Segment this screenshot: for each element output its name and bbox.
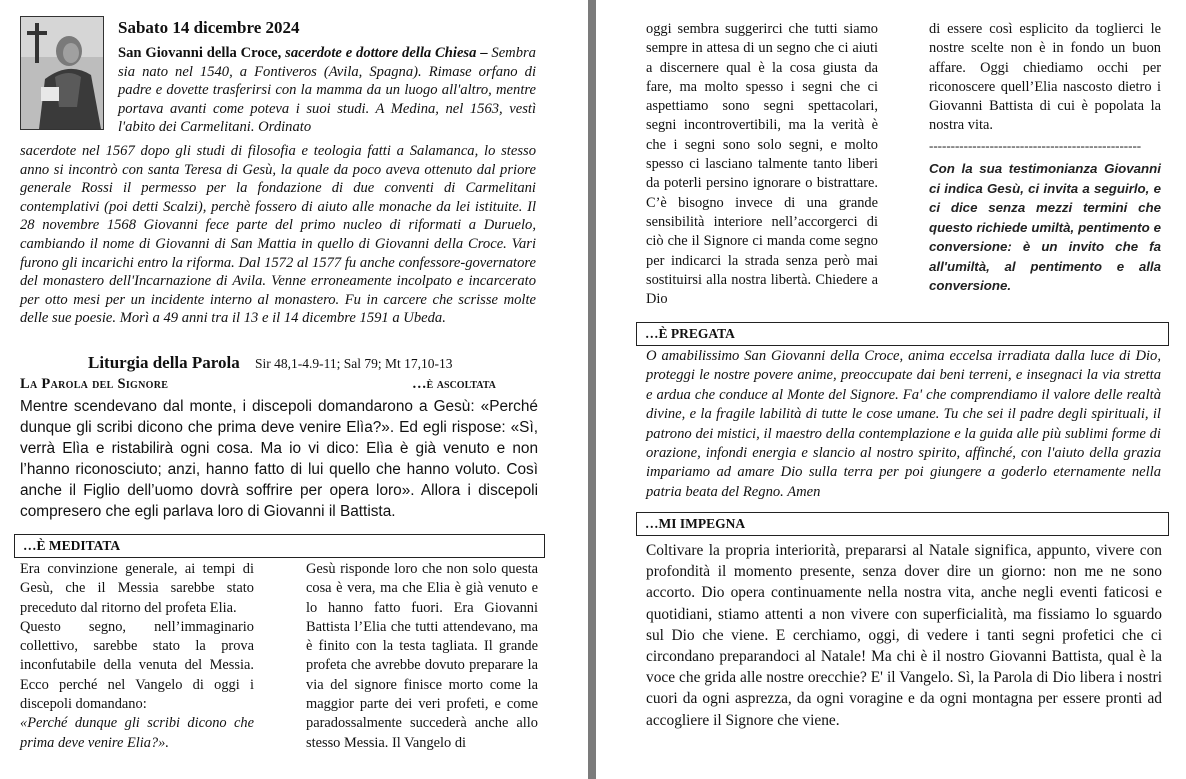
saint-title: sacerdote e dottore della Chiesa [285, 45, 477, 61]
pregata-section-header [636, 322, 1169, 346]
saint-portrait-image [20, 16, 104, 130]
prayer-text: O amabilissimo San Giovanni della Croce, anima eccelsa irradiata dalla luce di Dio, proteggi le nostre povere anime, preoccupate dai beni terreni, e insegnaci la via stretta e ardua che conduce al Monte del Signore. Fa' che comprendiamo il valore delle realtà divine, e la fragile labilità di tutte le cose umane. Tu che sei il padre degli spirituali, il patrono dei mistici, il maestro della contemplazione e la guida alle più sublimi forme di orazione, infondi energia e slancio al nostro spirito, affinché, con l'aiuto della grazia impariamo ad amare Dio sulla terra per poi giungere a goderlo eternamente nella patria beata del Regno. Amen [646, 348, 1161, 500]
meditation-highlight: Con la sua testimonianza Giovanni ci indica Gesù, ci invita a seguirlo, e ci dice senza mezzi termini che questo richiede umiltà, pentimento e conversione: è un invito che fa all'umiltà, al pentimento e alla conversione. [929, 161, 1161, 294]
ascoltata-heading: …è ascoltata [412, 376, 496, 392]
meditation-column-4 [929, 20, 1161, 296]
meditata-title: …È MEDITATA [23, 538, 121, 553]
parola-heading: La Parola del Signore [20, 376, 169, 392]
liturgy-title: Liturgia della Parola [88, 353, 240, 372]
meditation-column-1 [20, 560, 254, 753]
meditation-quote: «Perché dunque gli scribi dicono che prima deve venire Elia?». [20, 715, 254, 751]
separator-dashes: ------------------------------------------------- [929, 137, 1142, 153]
title-dash: – [480, 45, 488, 61]
meditation-column-3 [646, 20, 878, 309]
meditation-paragraph: Gesù risponde loro che non solo questa cosa è vera, ma che Elia è già venuto e lo hanno fatto fuori. Era Giovanni Battista l’Elia che tutti attendevano, ma è finito con la testa tagliata. Il grande profeta che avrebbe dovuto preparare la via del signore finisce morto come la maggior parte dei veri profeti, e come paradossalmente succederà anche allo stesso Messia. Il Vangelo di [306, 561, 538, 751]
meditation-paragraph: oggi sembra suggerirci che tutti siamo sempre in attesa di un segno che ci aiuti a discernere qual è la cosa giusta da fare, ma molto spesso i segni che ci aspettiamo sono segni spettacolari, segni incontrovertibili, ma la verità è che i segni sono solo segni, e molto spesso ci lasciano talmente tanto liberi da poterli persino ignorare o bistrattare. C’è bisogno invece di una grande sensibilità interiore nell’accorgerci di ciò che il Signore ci manda come segno per indicarci la strada senza però mai sostituirsi alla nostra libertà. Chiedere a Dio [646, 21, 878, 308]
meditation-column-2 [306, 560, 538, 753]
saint-name: San Giovanni della Croce, [118, 45, 282, 61]
saint-bio-continued [20, 142, 536, 328]
saint-figure-icon [21, 17, 103, 129]
saint-bio-intro [118, 44, 536, 137]
impegna-section-header [636, 512, 1169, 536]
saint-bio-part1: Sembra sia nato nel 1540, a Fontiveros (Avila, Spagna). Rimase orfano di padre e dovette trasferirsi con la mamma da un luogo all'altro, mentre portava avanti come poteva i suoi studi. A Medina, nel 1563, vestì l'abito dei Carmelitani. Ordinato [118, 45, 536, 136]
meditata-section-header [14, 534, 545, 558]
saint-bio-part2: sacerdote nel 1567 dopo gli studi di filosofia e teologia fatti a Salamanca, lo stesso anno si incontrò con santa Teresa di Gesù, la quale da poco aveva ottenuto dal priore generale Rossi il permesso per la fondazione di due conventi di Carmelitani contemplativi (poi detti Scalzi), perchè fossero di aiuto alle monache da lei istituite. Il 28 novembre 1568 Giovanni fece parte del primo nucleo di riformati a Duruelo, cambiando il nome di Giovanni di San Mattia in quello di Giovanni della Croce. Vari furono gli incarichi entro la riforma. Dal 1572 al 1577 fu anche confessore-governatore del monastero dell'Incarnazione di Avila. Venne erroneamente incolpato e incarcerato per otto mesi per un incidente interno al monastero. Fu in carcere che scrisse molte delle sue poesie. Morì a 49 anni tra il 13 e il 14 dicembre 1591 a Ubeda. [20, 143, 536, 327]
meditation-paragraph: Questo segno, nell’immaginario collettivo, sarebbe stato la prova inconfutabile della venuta del Messia. Ecco perché nel Vangelo di oggi i discepoli domandano: [20, 618, 254, 713]
date-heading: Sabato 14 dicembre 2024 [118, 18, 300, 37]
liturgy-references: Sir 48,1-4.9-11; Sal 79; Mt 17,10-13 [255, 356, 453, 371]
impegna-title: …MI IMPEGNA [645, 516, 746, 531]
page-divider [588, 0, 596, 779]
meditation-paragraph: Era convinzione generale, ai tempi di Gesù, che il Messia sarebbe stato preceduto dal ritorno del profeta Elia. [20, 561, 254, 616]
gospel-text: Mentre scendevano dal monte, i discepoli domandarono a Gesù: «Perché dunque gli scribi dicono che prima deve venire Elìa?». Ed egli rispose: «Sì, verrà Elìa e ristabilirà ogni cosa. Ma io vi dico: Elìa è già venuto e non l’hanno riconosciuto; anzi, hanno fatto di lui quello che hanno voluto. Così anche il Figlio dell’uomo dovrà soffrire per opera loro». Allora i discepoli compresero che egli parlava loro di Giovanni il Battista. [20, 398, 538, 520]
commitment-text: Coltivare la propria interiorità, prepararsi al Natale significa, appunto, vivere con profondità il momento presente, senza dover dire un giorno: non me ne sono accorto. Dio opera continuamente nella nostra vita, anche negli eventi faticosi e quotidiani, stiamo attenti a non vivere con superficialità, ma fissiamo lo sguardo sul Dio che viene. E cerchiamo, oggi, di vedere i tanti segni profetici che ci circondano preparandoci al Natale! Ma chi è il nostro Giovanni Battista, qual è la voce che grida alle nostre orecchie? E' il Vangelo. Sì, la Parola di Dio libera i nostri cuori da ogni asprezza, da ogni voragine e da ogni montagna per essere pronti ad accogliere il Signore che viene. [646, 542, 1162, 729]
pregata-title: …È PREGATA [645, 326, 735, 341]
meditation-paragraph: di essere così esplicito da toglierci le nostre scelte non è in fondo un buon affare. Oggi chiediamo occhi per riconoscere quell’Elia nascosto dietro i Giovanni Battista di cui è popolata la nostra vita. [929, 21, 1161, 134]
